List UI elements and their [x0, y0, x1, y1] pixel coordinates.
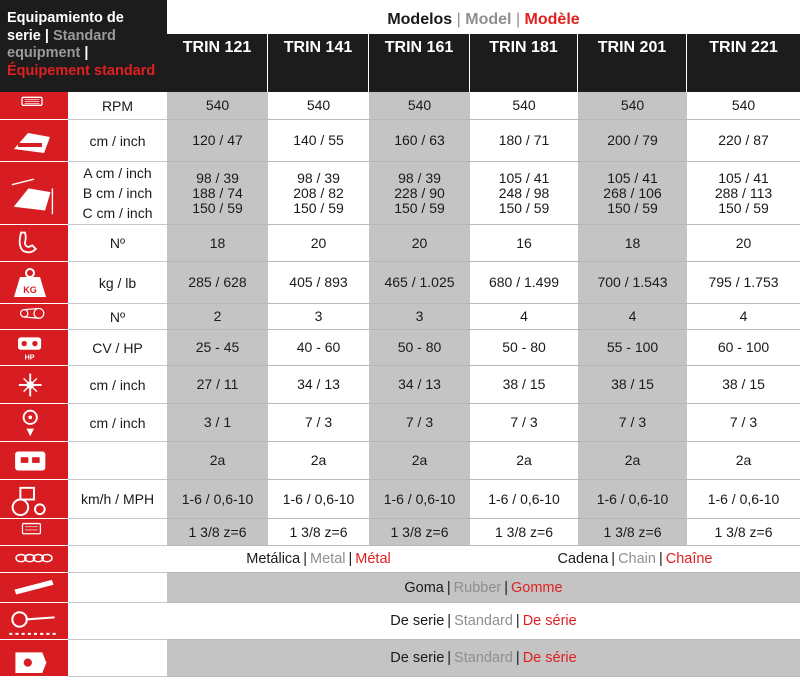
value-cell: 105 / 41 268 / 106 150 / 59 [578, 162, 687, 224]
value-cell: 220 / 87 [687, 120, 800, 161]
value-cell: 105 / 41 248 / 98 150 / 59 [470, 162, 578, 224]
value-cell: 1 3/8 z=6 [268, 519, 369, 545]
value-cell: 405 / 893 [268, 262, 369, 303]
value-cell: 1-6 / 0,6-10 [369, 480, 470, 518]
models-header: Modelos | Model | Modèle [387, 11, 580, 28]
label-fr: Chaîne [665, 551, 713, 567]
rear-roller-icon [0, 603, 68, 640]
equip-label-en: Standard equipment [7, 27, 116, 61]
value-cell: 2a [578, 442, 687, 479]
value-cell: 60 - 100 [687, 330, 800, 365]
svg-text:HP: HP [24, 353, 35, 362]
value-cell: 27 / 11 [167, 366, 268, 403]
value-cell: 20 [687, 225, 800, 261]
value-cell: 680 / 1.499 [470, 262, 578, 303]
unit-label: cm / inch [68, 404, 167, 442]
unit-label [68, 442, 167, 480]
model-trin-221: TRIN 221 [687, 34, 800, 92]
value-cell: 2a [167, 442, 268, 479]
belt-drive-icon [0, 304, 68, 330]
unit-label: Nº [68, 304, 167, 330]
value-cell: 1 3/8 z=6 [578, 519, 687, 545]
tine-icon [0, 225, 68, 262]
unit-label [68, 519, 167, 546]
label-es: Cadena [557, 551, 609, 567]
value-cell: 38 / 15 [578, 366, 687, 403]
value-cell: 34 / 13 [369, 366, 470, 403]
hitch-category-icon [0, 442, 68, 480]
value-cell: 540 [268, 92, 369, 119]
label-en: Chain [618, 551, 656, 567]
value-cell: 98 / 39 228 / 90 150 / 59 [369, 162, 470, 224]
model-trin-181: TRIN 181 [470, 34, 577, 92]
unit-label-empty [68, 546, 167, 573]
label-en: Rubber [453, 579, 502, 596]
value-cell: 50 - 80 [369, 330, 470, 365]
unit-label-empty [68, 603, 167, 640]
unit-label: kg / lb [68, 262, 167, 304]
value-cell: 40 - 60 [268, 330, 369, 365]
unit-label: cm / inch [68, 366, 167, 404]
label-en: Standard [454, 613, 513, 629]
model-trin-161: TRIN 161 [369, 34, 469, 92]
rubber-flap-icon [0, 573, 68, 603]
unit-label: CV / HP [68, 330, 167, 366]
tractor-speed-icon [0, 480, 68, 519]
dimensions-icon [0, 162, 68, 225]
value-cell: 7 / 3 [470, 404, 578, 441]
value-cell: 38 / 15 [687, 366, 800, 403]
unit-label: Nº [68, 225, 167, 262]
model-trin-141: TRIN 141 [268, 34, 368, 92]
pto-shaft-icon [0, 92, 68, 120]
value-cell: 18 [167, 225, 268, 261]
value-cell: 140 / 55 [268, 120, 369, 161]
label-fr: De série [522, 613, 577, 629]
label-es: De serie [390, 650, 445, 666]
shared-value-left: Metálica | Metal | Métal [167, 546, 470, 572]
value-cell: 285 / 628 [167, 262, 268, 303]
shared-value: Goma | Rubber | Gomme [167, 573, 800, 602]
equip-label-fr: Équipement standard [7, 62, 156, 79]
value-cell: 4 [578, 304, 687, 329]
value-cell: 2a [687, 442, 800, 479]
label-en: Standard [454, 650, 513, 666]
value-cell: 200 / 79 [578, 120, 687, 161]
cutting-depth-icon [0, 404, 68, 442]
gearbox-icon [0, 640, 68, 677]
value-cell: 34 / 13 [268, 366, 369, 403]
value-cell: 540 [167, 92, 268, 119]
equip-label-es: Equipamiento de serie [7, 10, 124, 44]
svg-text:KG: KG [23, 284, 37, 295]
standard-equipment-header: Equipamiento de serie | Standard equipment | Équipement standard [0, 0, 167, 92]
value-cell: 98 / 39 188 / 74 150 / 59 [167, 162, 268, 224]
shared-value: De serie | Standard | De série [167, 603, 800, 639]
power-icon [0, 330, 68, 366]
weight-icon [0, 262, 68, 304]
models-title-fr: Modèle [524, 11, 580, 28]
value-cell: 105 / 41 288 / 113 150 / 59 [687, 162, 800, 224]
value-cell: 160 / 63 [369, 120, 470, 161]
label-en: Metal [310, 551, 346, 567]
value-cell: 3 [268, 304, 369, 329]
value-cell: 1-6 / 0,6-10 [687, 480, 800, 518]
value-cell: 540 [578, 92, 687, 119]
label-fr: Gomme [511, 579, 563, 596]
shared-value: De serie | Standard | De série [167, 640, 800, 676]
value-cell: 1 3/8 z=6 [167, 519, 268, 545]
value-cell: 7 / 3 [578, 404, 687, 441]
value-cell: 540 [470, 92, 578, 119]
shared-value-right: Cadena | Chain | Chaîne [470, 546, 800, 572]
value-cell: 2a [470, 442, 578, 479]
value-cell: 1 3/8 z=6 [687, 519, 800, 545]
value-cell: 7 / 3 [369, 404, 470, 441]
value-cell: 2 [167, 304, 268, 329]
value-cell: 540 [369, 92, 470, 119]
value-cell: 1-6 / 0,6-10 [167, 480, 268, 518]
value-cell: 25 - 45 [167, 330, 268, 365]
value-cell: 4 [687, 304, 800, 329]
label-es: De serie [390, 613, 445, 629]
rotor-diameter-icon [0, 366, 68, 404]
value-cell: 795 / 1.753 [687, 262, 800, 303]
value-cell: 465 / 1.025 [369, 262, 470, 303]
value-cell: 700 / 1.543 [578, 262, 687, 303]
value-cell: 38 / 15 [470, 366, 578, 403]
value-cell: 20 [369, 225, 470, 261]
value-cell: 50 - 80 [470, 330, 578, 365]
value-cell: 55 - 100 [578, 330, 687, 365]
value-cell: 540 [687, 92, 800, 119]
value-cell: 18 [578, 225, 687, 261]
value-cell: 180 / 71 [470, 120, 578, 161]
pto-spline-icon [0, 519, 68, 546]
value-cell: 2a [369, 442, 470, 479]
value-cell: 1-6 / 0,6-10 [470, 480, 578, 518]
value-cell: 16 [470, 225, 578, 261]
models-title-en: Model [465, 11, 512, 28]
value-cell: 120 / 47 [167, 120, 268, 161]
unit-label-empty [68, 640, 167, 677]
unit-label: RPM [68, 92, 167, 120]
unit-label: cm / inch [68, 120, 167, 162]
value-cell: 3 [369, 304, 470, 329]
unit-label: km/h / MPH [68, 480, 167, 519]
value-cell: 1-6 / 0,6-10 [268, 480, 369, 518]
chain-icon [0, 546, 68, 573]
value-cell: 1 3/8 z=6 [369, 519, 470, 545]
working-width-icon [0, 120, 68, 162]
value-cell: 7 / 3 [687, 404, 800, 441]
value-cell: 20 [268, 225, 369, 261]
unit-label-empty [68, 573, 167, 603]
model-trin-121: TRIN 121 [167, 34, 267, 92]
value-cell: 1-6 / 0,6-10 [578, 480, 687, 518]
models-title-es: Modelos [387, 11, 453, 28]
label-fr: De série [522, 650, 577, 666]
value-cell: 3 / 1 [167, 404, 268, 441]
value-cell: 98 / 39 208 / 82 150 / 59 [268, 162, 369, 224]
label-fr: Métal [355, 551, 391, 567]
model-trin-201: TRIN 201 [578, 34, 686, 92]
value-cell: 4 [470, 304, 578, 329]
value-cell: 2a [268, 442, 369, 479]
label-es: Goma [404, 579, 444, 596]
label-es: Metálica [246, 551, 301, 567]
value-cell: 1 3/8 z=6 [470, 519, 578, 545]
unit-label: A cm / inch B cm / inch C cm / inch [68, 162, 167, 225]
value-cell: 7 / 3 [268, 404, 369, 441]
